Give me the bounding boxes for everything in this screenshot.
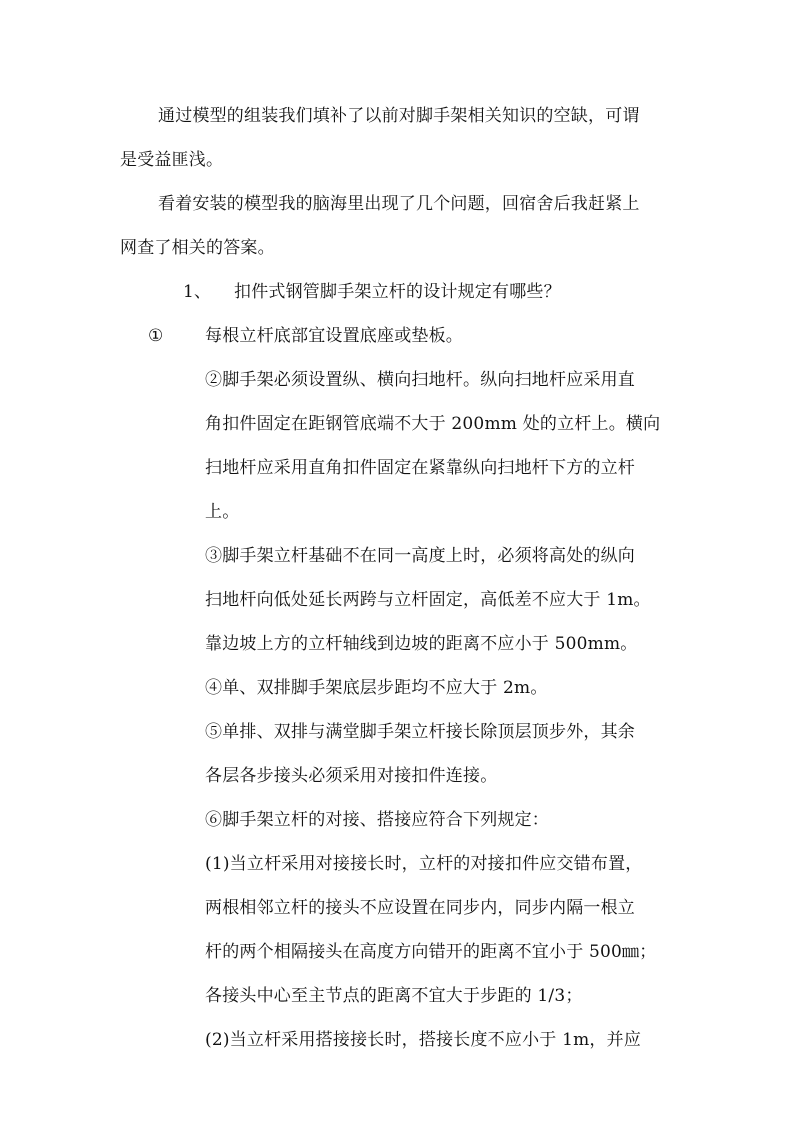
item-6-line-1: ⑥脚手架立杆的对接、搭接应符合下列规定： (205, 810, 549, 830)
sub-item-1-line-4: 各接头中心至主节点的距离不宜大于步距的 1/3； (205, 986, 583, 1006)
paragraph-1-line-1: 通过模型的组装我们填补了以前对脚手架相关知识的空缺，可谓 (158, 106, 640, 126)
sub-item-2-line-1: (2)当立杆采用搭接接长时，搭接长度不应小于 1m，并应 (205, 1030, 642, 1050)
item-2-line-1: ②脚手架必须设置纵、横向扫地杆。纵向扫地杆应采用直 (205, 370, 635, 390)
paragraph-2-line-2: 网查了相关的答案。 (120, 238, 275, 258)
item-5-line-1: ⑤单排、双排与满堂脚手架立杆接长除顶层顶步外，其余 (205, 722, 635, 742)
item-2-line-4: 上。 (205, 502, 240, 522)
item-3-line-3: 靠边坡上方的立杆轴线到边坡的距离不应小于 500mm。 (205, 634, 638, 654)
paragraph-2-line-1: 看着安装的模型我的脑海里出现了几个问题，回宿舍后我赶紧上 (158, 194, 640, 214)
item-5-line-2: 各层各步接头必须采用对接扣件连接。 (205, 766, 498, 786)
item-3-line-1: ③脚手架立杆基础不在同一高度上时，必须将高处的纵向 (205, 546, 635, 566)
sub-item-1-line-2: 两根相邻立杆的接头不应设置在同步内，同步内隔一根立 (205, 898, 635, 918)
item-1-text: 每根立杆底部宜设置底座或垫板。 (205, 326, 463, 346)
paragraph-1-line-2: 是受益匪浅。 (120, 150, 224, 170)
question-text: 扣件式钢管脚手架立杆的设计规定有哪些？ (234, 282, 561, 302)
item-2-line-2: 角扣件固定在距钢管底端不大于 200mm 处的立杆上。横向 (205, 414, 661, 434)
sub-item-1-line-3: 杆的两个相隔接头在高度方向错开的距离不宜小于 500㎜； (205, 942, 657, 962)
item-1-marker: ① (148, 326, 164, 346)
item-4-line-1: ④单、双排脚手架底层步距均不应大于 2m。 (205, 678, 548, 698)
item-3-line-2: 扫地杆向低处延长两跨与立杆固定，高低差不应大于 1m。 (205, 590, 651, 610)
item-2-line-3: 扫地杆应采用直角扣件固定在紧靠纵向扫地杆下方的立杆 (205, 458, 635, 478)
sub-item-1-line-1: (1)当立杆采用对接接长时，立杆的对接扣件应交错布置， (205, 854, 643, 874)
question-number: 1、 (183, 282, 212, 302)
